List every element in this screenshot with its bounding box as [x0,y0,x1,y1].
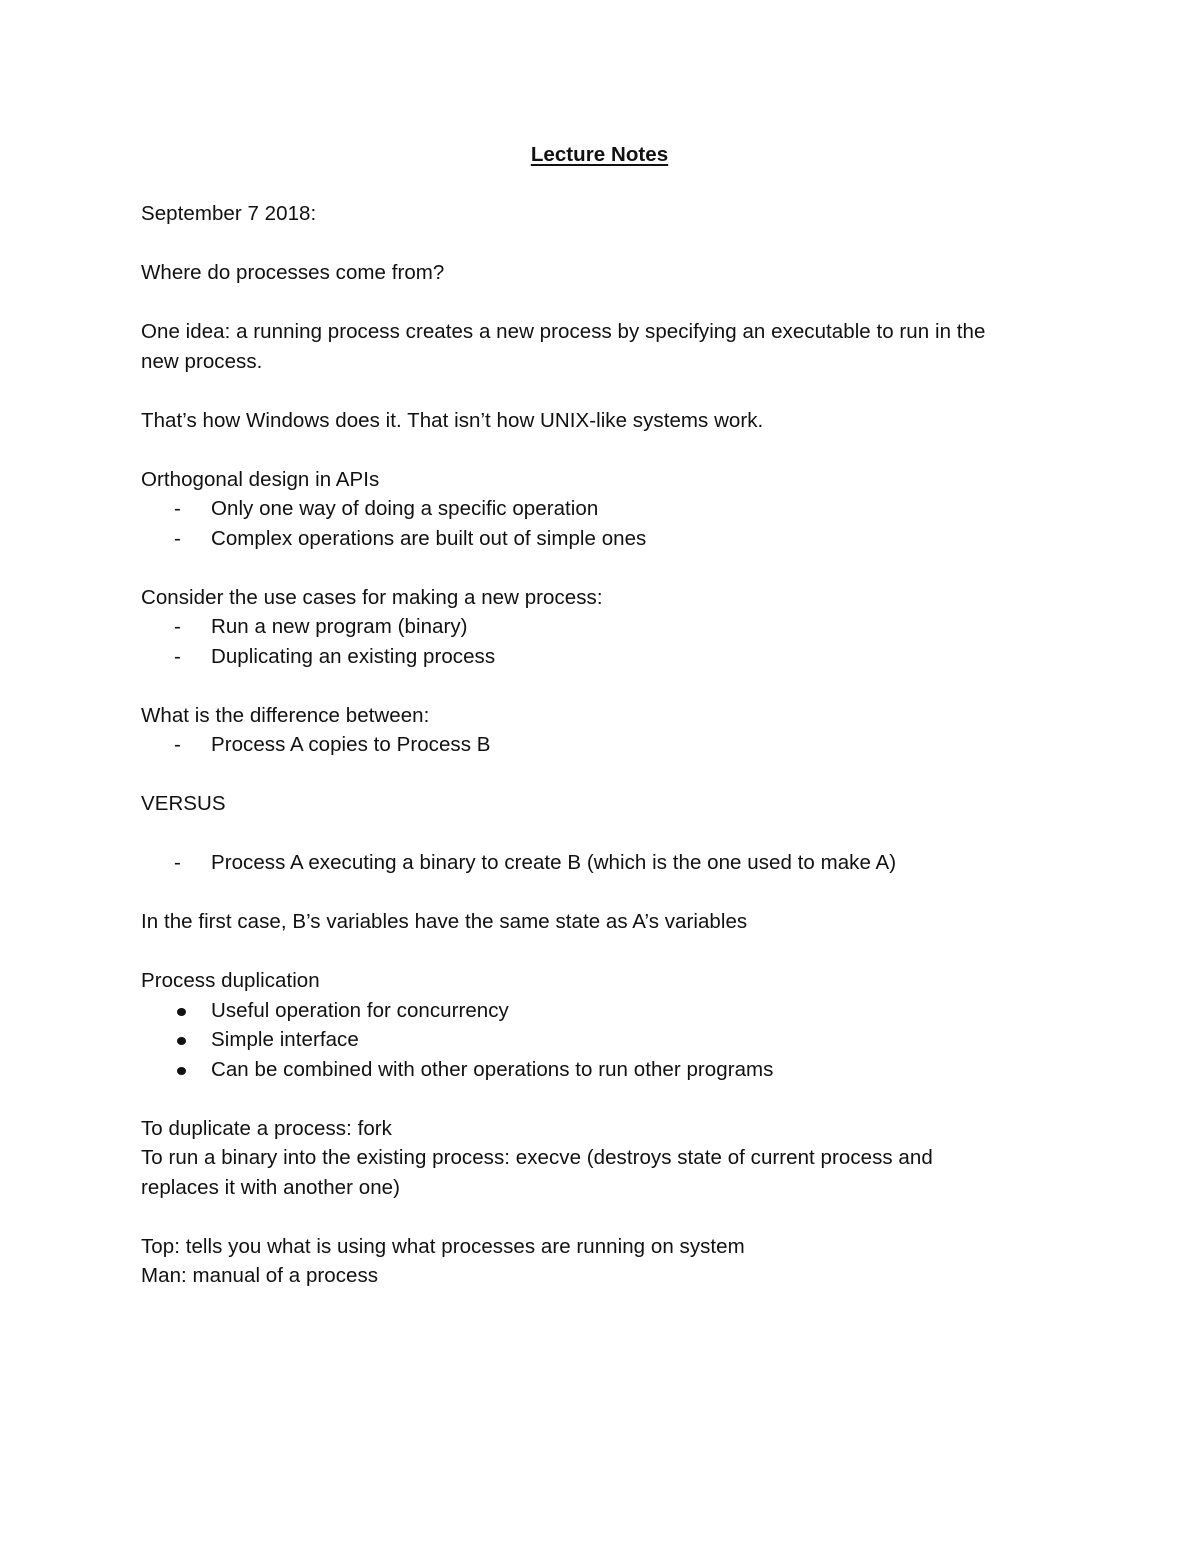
duplication-heading: Process duplication [141,969,320,992]
man-line: Man: manual of a process [141,1264,379,1287]
idea-line-2: new process. [141,349,263,373]
list-item [141,1055,1041,1085]
spacer [141,170,1041,200]
spacer [141,819,1041,849]
use-cases-heading: Consider the use cases for making a new process: [141,585,603,609]
fork-line: To duplicate a process: fork [141,1116,392,1140]
dash-marker: - [174,733,181,756]
spacer [141,1084,1041,1114]
dash-marker: - [174,497,181,520]
bullet-icon [177,1037,186,1045]
dash-marker: - [174,644,181,668]
top-line: Top: tells you what is using what processes are running on system [141,1234,745,1258]
bullet-icon [177,1008,186,1016]
page-title: Lecture Notes [530,143,669,166]
list-item-text: Duplicating an existing process [211,644,496,668]
date-line: September 7 2018: [141,202,317,225]
spacer [141,435,1041,465]
spacer [141,229,1041,259]
list-item [141,730,1041,760]
list-item-text: Run a new program (binary) [211,615,468,638]
list-item-text: Simple interface [211,1028,359,1051]
list-item [141,848,1041,878]
list-item-text: Process A copies to Process B [211,733,491,756]
bullet-icon [177,1067,186,1075]
list-item [141,1025,1041,1055]
idea-line-1: One idea: a running process creates a new process by specifying an executable to run in the [141,320,986,343]
dash-marker: - [174,851,181,874]
first-case-line: In the first case, B’s variables have the same state as A’s variables [141,910,748,933]
spacer [141,553,1041,583]
list-item-text: Only one way of doing a specific operation [211,497,599,520]
list-item [141,494,1041,524]
execve-line-1: To run a binary into the existing process: execve (destroys state of current process and [141,1146,933,1169]
list-item-text: Complex operations are built out of simple ones [211,526,647,550]
spacer [141,760,1041,790]
dash-marker: - [174,526,181,550]
dash-marker: - [174,615,181,638]
difference-heading: What is the difference between: [141,703,430,727]
spacer [141,671,1041,701]
list-item [141,612,1041,642]
question-line: Where do processes come from? [141,261,445,284]
orthogonal-list [141,494,1041,553]
duplication-list [141,996,1041,1085]
use-cases-list [141,612,1041,671]
list-item-text: Useful operation for concurrency [211,998,509,1022]
versus-line: VERSUS [141,792,226,815]
spacer [141,376,1041,406]
spacer [141,1202,1041,1232]
list-item-text: Process A executing a binary to create B (which is the one used to make A) [211,851,897,874]
spacer [141,878,1041,908]
spacer [141,937,1041,967]
orthogonal-heading: Orthogonal design in APIs [141,467,380,491]
spacer [141,288,1041,318]
list-item-text: Can be combined with other operations to run other programs [211,1057,774,1081]
list-item [141,996,1041,1026]
list-item [141,642,1041,672]
execve-line-2: replaces it with another one) [141,1175,400,1199]
document-body [141,140,1041,1291]
windows-line: That’s how Windows does it. That isn’t how UNIX-like systems work. [141,408,764,432]
versus-list [141,848,1041,878]
list-item [141,524,1041,554]
difference-list [141,730,1041,760]
